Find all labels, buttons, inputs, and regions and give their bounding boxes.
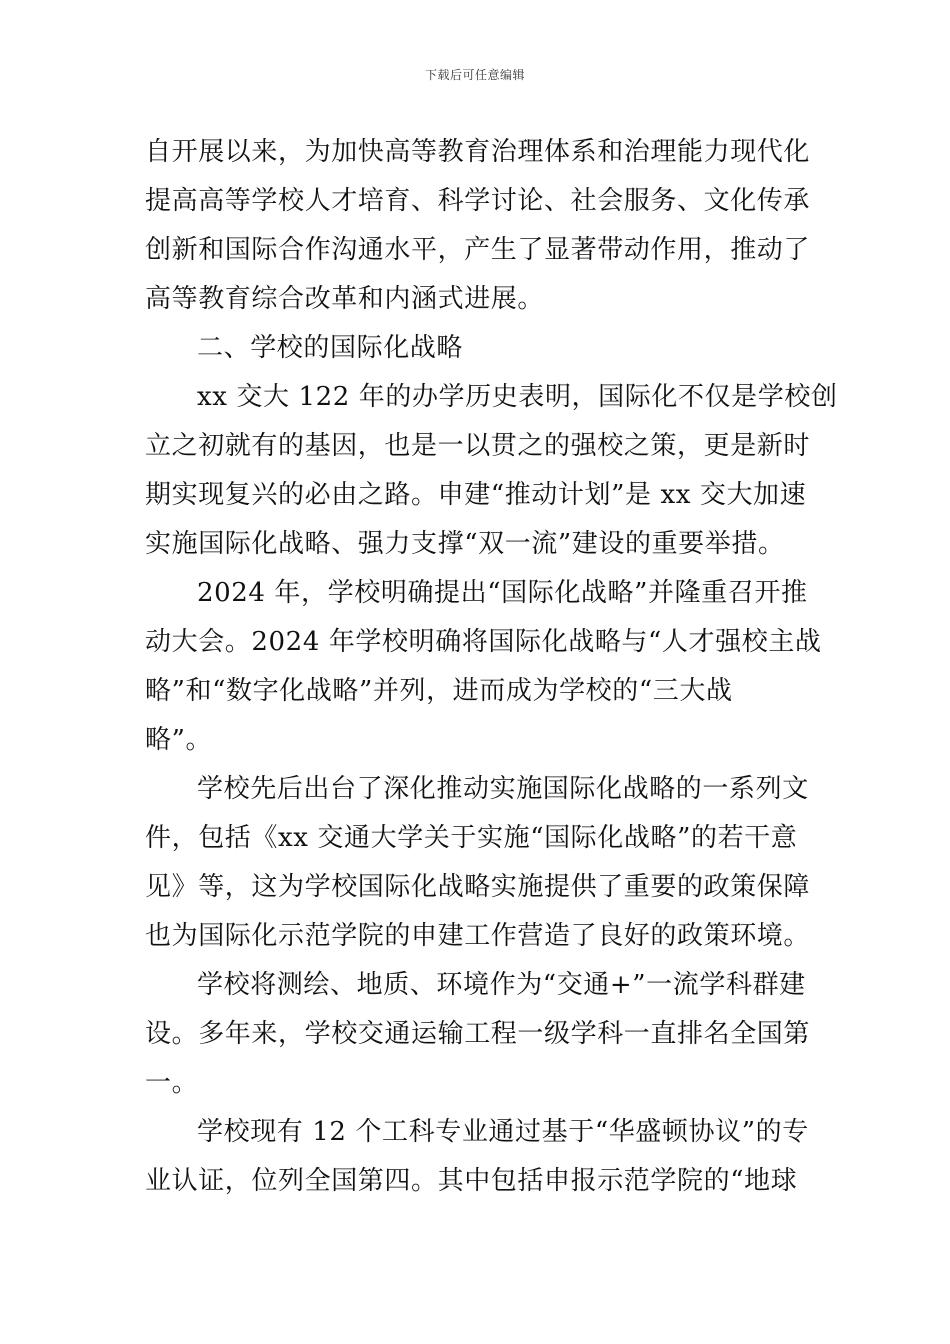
text-line: 立之初就有的基因，也是一以贯之的强校之策，更是新时 [145,431,811,461]
header-note: 下载后可任意编辑 [424,68,525,82]
text-line: 期实现复兴的必由之路。申建“推动计划”是 xx 交大加速 [145,480,807,510]
text-line: 动大会。2024 年学校明确将国际化战略与“人才强校主战 [145,627,822,657]
text-line: 提高高等学校人才培育、科学讨论、社会服务、文化传承 [145,186,811,216]
text-line: 学校现有 12 个工科专业通过基于“华盛顿协议”的专 [197,1117,809,1147]
text-line: 也为国际化示范学院的申建工作营造了良好的政策环境。 [145,921,811,951]
body-text [145,128,838,1206]
text-line: 学校先后出台了深化推动实施国际化战略的一系列文 [197,774,809,804]
text-line: 略”。 [145,725,213,755]
text-line: 一。 [145,1068,199,1098]
text-line: 自开展以来，为加快高等教育治理体系和治理能力现代化 [145,137,811,167]
text-line: 见》等，这为学校国际化战略实施提供了重要的政策保障 [145,872,811,902]
text-line: 实施国际化战略、强力支撑“双一流”建设的重要举措。 [145,529,785,559]
text-line: 创新和国际合作沟通水平，产生了显著带动作用，推动了 [145,235,811,265]
text-line: xx 交大 122 年的办学历史表明，国际化不仅是学校创 [197,382,838,412]
text-line: 设。多年来，学校交通运输工程一级学科一直排名全国第 [145,1019,811,1049]
text-line: 高等教育综合改革和内涵式进展。 [145,284,545,314]
text-line: 业认证，位列全国第四。其中包括申报示范学院的“地球 [145,1166,798,1196]
text-line: 略”和“数字化战略”并列，进而成为学校的“三大战 [145,676,733,706]
text-line: 2024 年，学校明确提出“国际化战略”并隆重召开推 [197,578,808,608]
section-heading: 二、学校的国际化战略 [197,333,464,363]
text-line: 件，包括《xx 交通大学关于实施“国际化战略”的若干意 [145,823,798,853]
text-line: 学校将测绘、地质、环境作为“交通+”一流学科群建 [197,970,806,1000]
